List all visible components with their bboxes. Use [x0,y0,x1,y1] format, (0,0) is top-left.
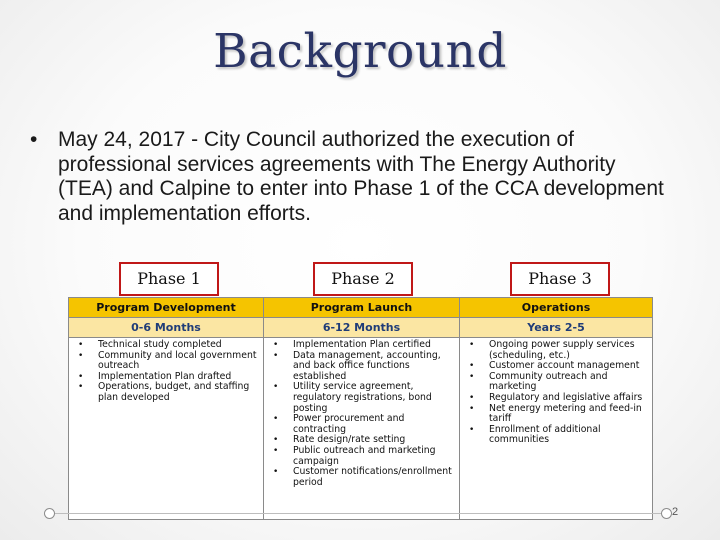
phase-1-list [69,340,263,404]
bullet-icon: • [469,403,475,414]
bullet-text: May 24, 2017 - City Council authorized the execution of professional services agreements with The Energy Authority (TEA) and Calpine to enter into Phase 1 of the CCA development and implementation efforts. [58,128,664,225]
table-duration-row [69,318,653,338]
list-item [264,446,459,467]
bullet-icon: • [273,414,279,425]
duration-phase-2: 6-12 Months [264,318,460,338]
bullet-icon: • [273,382,279,393]
list-item-text: Community and local government outreach [98,349,257,372]
items-cell-phase-3 [460,338,653,520]
list-item [69,351,263,372]
list-item [264,467,459,488]
header-program-development: Program Development [69,298,264,318]
list-item-text: Operations, budget, and staffing plan developed [98,381,250,403]
duration-phase-1: 0-6 Months [69,318,264,338]
bullet-icon: • [469,424,475,435]
list-item [264,414,459,435]
header-program-launch: Program Launch [264,298,460,318]
bullet-icon: • [78,340,84,350]
bullet-icon: • [273,467,279,478]
list-item-text: Technical study completed [98,339,222,350]
bullet-icon: • [273,340,279,350]
list-item-text: Public outreach and marketing campaign [293,444,436,467]
page-number: 2 [672,506,679,518]
footer-line [48,513,665,514]
bullet-icon: • [78,350,84,361]
list-item-text: Customer notifications/enrollment period [293,466,452,488]
list-item [460,372,652,393]
bullet-icon: • [78,382,84,393]
bullet-icon: • [469,371,475,382]
footer-left-circle-icon [44,508,55,519]
phase-2-label: Phase 2 [313,262,413,296]
list-item-text: Ongoing power supply services (scheduling, etc.) [489,339,635,361]
list-item-text: Community outreach and marketing [489,370,608,393]
list-item-text: Net energy metering and feed-in tariff [489,402,642,425]
items-cell-phase-1 [69,338,264,520]
list-item [264,351,459,383]
list-item [69,382,263,403]
bullet-icon: • [78,371,84,382]
list-item-text: Regulatory and legislative affairs [489,391,643,403]
bullet-icon: • [273,350,279,361]
list-item [264,382,459,414]
list-item-text: Implementation Plan drafted [98,370,232,382]
phase-table [68,297,653,520]
table-header-row [69,298,653,318]
slide-title: Background [213,24,507,79]
bullet-icon: • [469,392,475,403]
bullet-icon: • [273,445,279,456]
phase-3-label: Phase 3 [510,262,610,296]
phase-2-list [264,340,459,488]
table-items-row [69,338,653,520]
bullet-icon: • [469,361,475,372]
items-cell-phase-2 [264,338,460,520]
list-item-text: Utility service agreement, regulatory registrations, bond posting [293,381,432,414]
list-item-text: Customer account management [489,360,640,372]
bullet-icon: • [30,128,38,151]
bullet-paragraph [30,128,670,226]
footer-right-circle-icon [661,508,672,519]
header-operations: Operations [460,298,653,318]
duration-phase-3: Years 2-5 [460,318,653,338]
list-item [460,425,652,446]
bullet-icon: • [273,435,279,446]
list-item-text: Data management, accounting, and back office functions established [293,349,441,382]
bullet-icon: • [469,340,475,350]
list-item-text: Power procurement and contracting [293,413,405,435]
list-item [460,340,652,361]
phase-3-list [460,340,652,446]
list-item-text: Rate design/rate setting [293,434,406,446]
list-item [460,404,652,425]
list-item-text: Enrollment of additional communities [489,423,601,446]
phase-1-label: Phase 1 [119,262,219,296]
list-item-text: Implementation Plan certified [293,339,431,350]
